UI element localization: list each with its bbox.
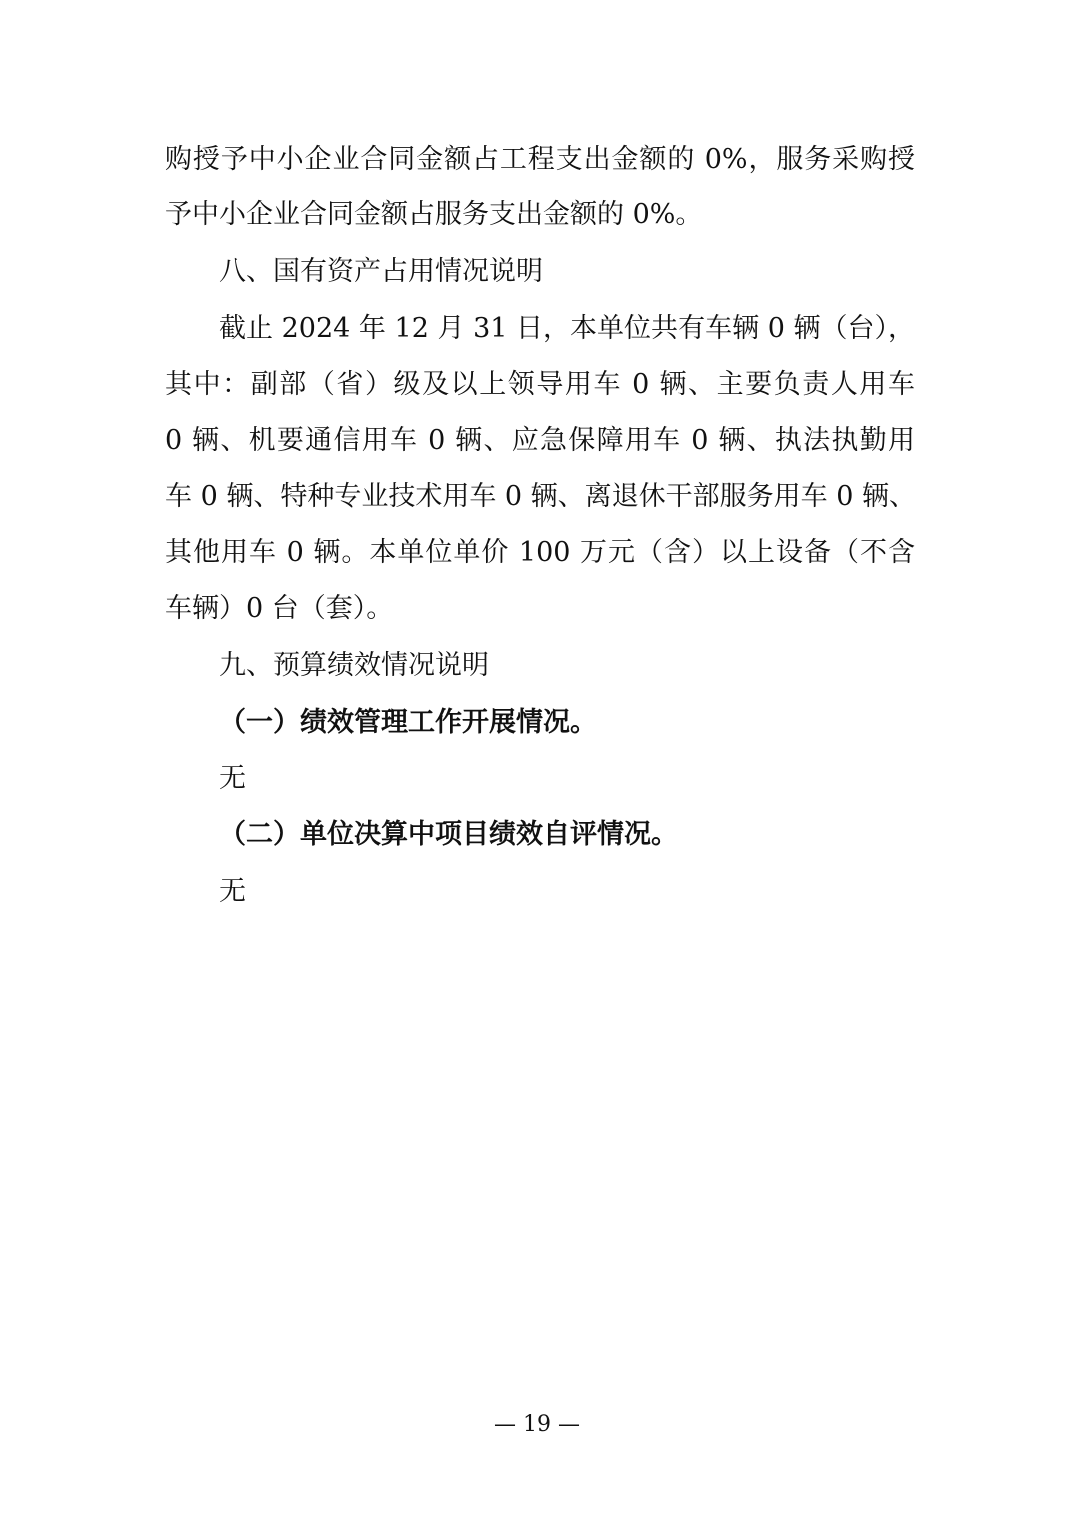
subsection-heading-1: （一）绩效管理工作开展情况。 [219, 707, 597, 738]
subsection-body-2: 无 [219, 876, 246, 907]
section-heading-8: 八、国有资产占用情况说明 [219, 256, 543, 287]
page-number: — 19 — [494, 1412, 580, 1437]
paragraph-line: 其中：副部（省）级及以上领导用车 0 辆、主要负责人用车 [165, 369, 915, 400]
section-heading-9: 九、预算绩效情况说明 [219, 650, 489, 681]
paragraph-line: 购授予中小企业合同金额占工程支出金额的 0%，服务采购授 [165, 144, 915, 175]
paragraph-line: 车 0 辆、特种专业技术用车 0 辆、离退休干部服务用车 0 辆、 [165, 481, 917, 512]
subsection-body-1: 无 [219, 763, 246, 794]
paragraph-line: 予中小企业合同金额占服务支出金额的 0%。 [165, 199, 703, 230]
paragraph-line: 截止 2024 年 12 月 31 日，本单位共有车辆 0 辆（台）， [219, 313, 915, 344]
paragraph-line: 0 辆、机要通信用车 0 辆、应急保障用车 0 辆、执法执勤用 [165, 425, 915, 456]
paragraph-line: 其他用车 0 辆。本单位单价 100 万元（含）以上设备（不含 [165, 537, 915, 568]
subsection-heading-2: （二）单位决算中项目绩效自评情况。 [219, 819, 678, 850]
paragraph-line: 车辆）0 台（套）。 [165, 593, 394, 624]
